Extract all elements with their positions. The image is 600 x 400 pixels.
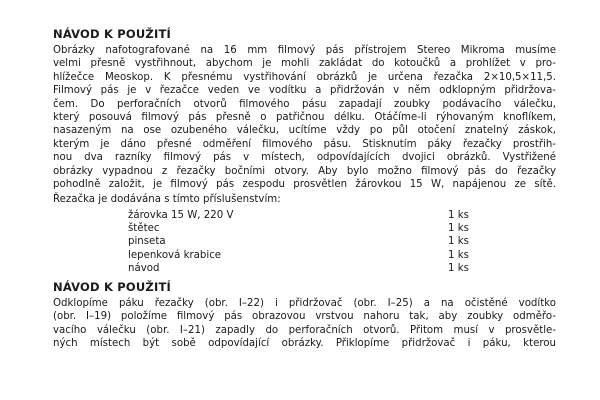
text-line: kterým je dáno přesné odměření filmového pásu. Stisknutím páky řezačky prostřih- [53,138,556,150]
section-heading: NÁVOD K POUŽITÍ [53,280,171,294]
section-heading: NÁVOD K POUŽITÍ [53,27,171,41]
list-item [128,235,476,248]
text-line: Filmový pás je v řezačce veden ve vodítku a přidržován v něm odklopným přidržova- [53,85,556,97]
text-line: čem. Do perforačních otvorů filmového pásu zapadají zoubky podávacího válečku, [53,98,556,110]
instructions-paragraph [53,44,556,191]
item-quantity: 1 ks [448,223,469,235]
text-line: hlížečce Meoskop. K přesnému vystřihování obrázků je určena řezačka 2×10,5×11,5. [53,71,556,83]
list-item [128,249,476,262]
item-name: pinseta [128,236,166,248]
item-name: štětec [128,223,160,235]
text-line: ných místech být sobě odpovídající obrázky. Přiklopíme přidržovač i páku, kterou [53,338,556,350]
text-line: Odklopíme páku řezačky (obr. I–22) i přidržovač (obr. I–25) a na očistěné vodítko [53,298,556,309]
text-line: nasazeným na ose ozubeného válečku, ucítíme vždy po půl otočení znatelný záskok, [53,125,556,137]
list-item [128,222,476,235]
text-line: Obrázky nafotografované na 16 mm filmový pás přístrojem Stereo Mikroma musíme [53,45,556,56]
item-quantity: 1 ks [448,210,469,221]
item-quantity: 1 ks [448,236,469,248]
text-line: velmi přesně vystřihnout, abychom je mohli zakládat do kotoučků a prohlížet v pro- [53,58,556,70]
accessories-intro: Řezačka je dodávána s tímto příslušenstvím: [53,194,281,205]
instructions-paragraph [53,297,556,351]
item-name: návod [128,262,160,274]
list-item [128,209,476,222]
text-line: nou dva razníky filmový pás v místech, odpovídajících dvojici obrázků. Vystřižené [53,152,556,164]
text-line: vacího válečku (obr. I–21) zapadly do perforačních otvorů. Přitom musí v prosvětle- [53,324,556,336]
accessories-list [128,209,476,275]
text-line: pohodlně založit, je filmový pás zespodu prosvětlen žárovkou 15 W, napájenou ze sítě. [53,178,556,190]
item-name: žárovka 15 W, 220 V [128,210,234,221]
item-name: lepenková krabice [128,249,222,261]
list-item [128,262,476,275]
text-line: (obr. I–19) položíme filmový pás obrazovou vrstvou nahoru tak, aby zoubky odměřo- [53,311,556,323]
item-quantity: 1 ks [448,249,469,261]
text-line: který posouvá filmový pás přesně o patřičnou délku. Otáčíme-li rýhovaným knoflíkem, [53,111,556,123]
item-quantity: 1 ks [448,262,469,274]
text-line: obrázky vypadnou z řezačky bočními otvory. Aby bylo možno filmový pás do řezačky [53,165,556,177]
